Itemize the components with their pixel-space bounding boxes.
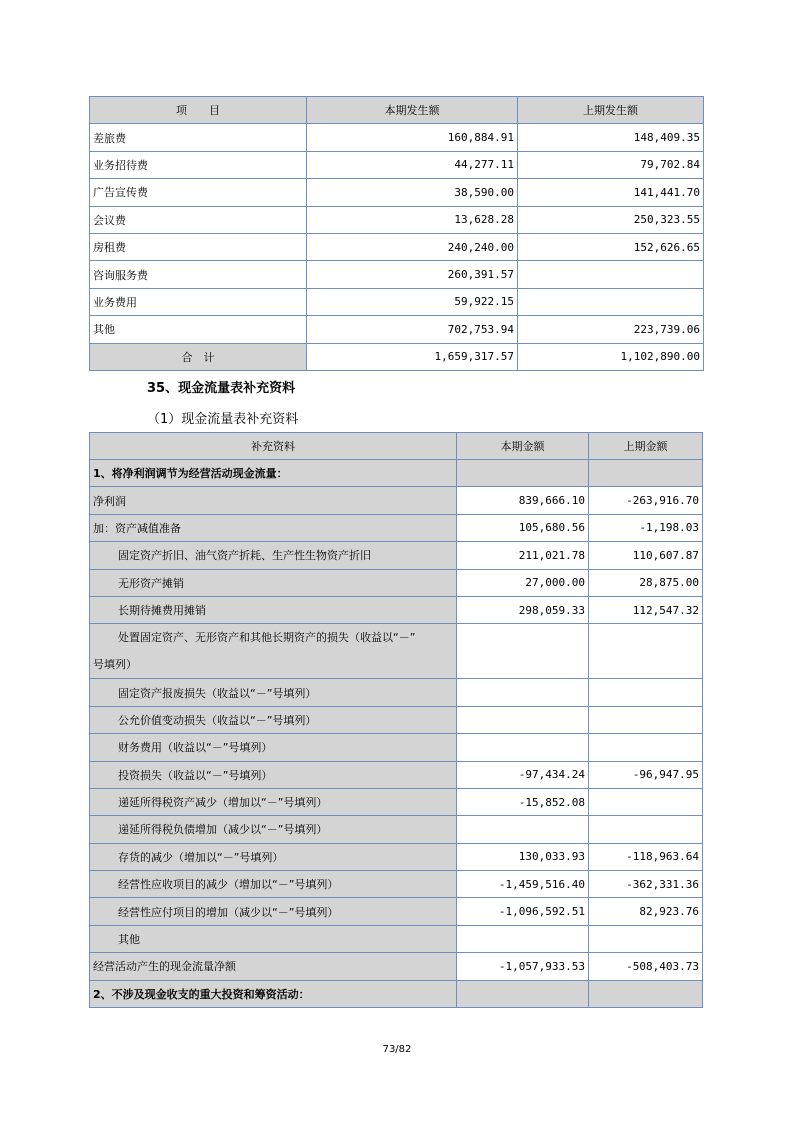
table-row	[90, 624, 703, 679]
item-cell: 其他	[90, 925, 457, 952]
prior-amount-cell: -362,331.36	[589, 871, 703, 898]
prior-amount-cell	[589, 706, 703, 733]
table-row	[90, 816, 703, 843]
section-title: 35、现金流量表补充资料	[147, 381, 296, 396]
item-cell: 加：资产减值准备	[90, 514, 457, 541]
table-row	[90, 925, 703, 952]
prior-amount-cell: 250,323.55	[518, 206, 704, 233]
table-row	[90, 151, 704, 178]
prior-amount-cell: 152,626.65	[518, 233, 704, 260]
item-cell: 固定资产折旧、油气资产折耗、生产性生物资产折旧	[90, 542, 457, 569]
table-row	[90, 898, 703, 925]
current-amount-cell: -1,057,933.53	[457, 953, 589, 980]
table-row	[90, 206, 704, 233]
current-amount-cell: -97,434.24	[457, 761, 589, 788]
expense-table	[89, 96, 704, 371]
item-cell: 其他	[90, 316, 307, 343]
item-cell: 会议费	[90, 206, 307, 233]
current-amount-cell	[457, 624, 589, 679]
current-amount-cell: 59,922.15	[307, 288, 518, 315]
table-row	[90, 788, 703, 815]
table-row	[90, 679, 703, 706]
current-amount-cell: -1,459,516.40	[457, 871, 589, 898]
current-amount-cell: 260,391.57	[307, 261, 518, 288]
table-row	[90, 953, 703, 980]
total-label: 合 计	[90, 343, 307, 370]
current-amount-cell	[457, 460, 589, 487]
table-row	[90, 542, 703, 569]
prior-amount-cell	[589, 816, 703, 843]
item-cell: 广告宣传费	[90, 179, 307, 206]
current-amount-cell: 160,884.91	[307, 124, 518, 151]
item-cell: 经营性应收项目的减少（增加以“－”号填列）	[90, 871, 457, 898]
prior-amount-cell: 28,875.00	[589, 569, 703, 596]
table-row	[90, 124, 704, 151]
total-prior-cell: 1,102,890.00	[518, 343, 704, 370]
section-subtitle: （1）现金流量表补充资料	[147, 412, 299, 427]
current-amount-cell: 211,021.78	[457, 542, 589, 569]
current-amount-cell: 44,277.11	[307, 151, 518, 178]
item-text-line: 处置固定资产、无形资产和其他长期资产的损失（收益以“－”	[118, 631, 416, 645]
item-cell: 房租费	[90, 233, 307, 260]
table-row	[90, 179, 704, 206]
item-cell: 咨询服务费	[90, 261, 307, 288]
prior-amount-cell	[589, 734, 703, 761]
table-row	[90, 706, 703, 733]
prior-amount-cell: -118,963.64	[589, 843, 703, 870]
prior-amount-cell	[589, 925, 703, 952]
item-cell: 2、不涉及现金收支的重大投资和筹资活动：	[90, 980, 457, 1007]
table-header-row	[90, 97, 704, 124]
page-number: 73/82	[382, 1044, 412, 1055]
table-row	[90, 843, 703, 870]
item-cell: 经营活动产生的现金流量净额	[90, 953, 457, 980]
item-cell: 1、将净利润调节为经营活动现金流量：	[90, 460, 457, 487]
column-header: 本期金额	[457, 433, 589, 460]
current-amount-cell	[457, 925, 589, 952]
prior-amount-cell: 148,409.35	[518, 124, 704, 151]
prior-amount-cell	[589, 460, 703, 487]
current-amount-cell	[457, 980, 589, 1007]
prior-amount-cell: 82,923.76	[589, 898, 703, 925]
current-amount-cell	[457, 816, 589, 843]
total-current-cell: 1,659,317.57	[307, 343, 518, 370]
prior-amount-cell: 110,607.87	[589, 542, 703, 569]
column-header: 上期发生额	[518, 97, 704, 124]
total-row	[90, 343, 704, 370]
item-text-line: 号填列）	[93, 658, 137, 672]
current-amount-cell: 298,059.33	[457, 596, 589, 623]
item-cell: 业务招待费	[90, 151, 307, 178]
table-row	[90, 487, 703, 514]
item-cell: 递延所得税资产减少（增加以“－”号填列）	[90, 788, 457, 815]
prior-amount-cell: 223,739.06	[518, 316, 704, 343]
current-amount-cell: 839,666.10	[457, 487, 589, 514]
item-cell: 投资损失（收益以“－”号填列）	[90, 761, 457, 788]
item-cell: 固定资产报废损失（收益以“－”号填列）	[90, 679, 457, 706]
table-row	[90, 734, 703, 761]
item-cell: 经营性应付项目的增加（减少以“－”号填列）	[90, 898, 457, 925]
cashflow-table	[89, 432, 703, 1008]
table-row	[90, 316, 704, 343]
table-row	[90, 871, 703, 898]
current-amount-cell: -15,852.08	[457, 788, 589, 815]
prior-amount-cell	[589, 624, 703, 679]
table-row	[90, 288, 704, 315]
item-cell: 业务费用	[90, 288, 307, 315]
column-header: 上期金额	[589, 433, 703, 460]
prior-amount-cell: -508,403.73	[589, 953, 703, 980]
item-cell	[90, 624, 457, 679]
item-cell: 净利润	[90, 487, 457, 514]
table-row	[90, 596, 703, 623]
table-row	[90, 761, 703, 788]
current-amount-cell: 105,680.56	[457, 514, 589, 541]
table-row	[90, 514, 703, 541]
prior-amount-cell	[589, 679, 703, 706]
table-row	[90, 233, 704, 260]
current-amount-cell	[457, 734, 589, 761]
prior-amount-cell: 79,702.84	[518, 151, 704, 178]
column-header: 补充资料	[90, 433, 457, 460]
item-cell: 长期待摊费用摊销	[90, 596, 457, 623]
current-amount-cell: 13,628.28	[307, 206, 518, 233]
column-header: 项 目	[90, 97, 307, 124]
table-row	[90, 980, 703, 1007]
current-amount-cell	[457, 706, 589, 733]
current-amount-cell	[457, 679, 589, 706]
prior-amount-cell: -263,916.70	[589, 487, 703, 514]
current-amount-cell: 240,240.00	[307, 233, 518, 260]
table-header-row	[90, 433, 703, 460]
prior-amount-cell: 141,441.70	[518, 179, 704, 206]
current-amount-cell: 27,000.00	[457, 569, 589, 596]
item-cell: 财务费用（收益以“－”号填列）	[90, 734, 457, 761]
prior-amount-cell: 112,547.32	[589, 596, 703, 623]
item-cell: 无形资产摊销	[90, 569, 457, 596]
current-amount-cell: 130,033.93	[457, 843, 589, 870]
prior-amount-cell: -96,947.95	[589, 761, 703, 788]
item-cell: 公允价值变动损失（收益以“－”号填列）	[90, 706, 457, 733]
item-cell: 存货的减少（增加以“－”号填列）	[90, 843, 457, 870]
prior-amount-cell	[589, 980, 703, 1007]
item-cell: 差旅费	[90, 124, 307, 151]
table-row	[90, 460, 703, 487]
table-row	[90, 261, 704, 288]
current-amount-cell: 38,590.00	[307, 179, 518, 206]
current-amount-cell: 702,753.94	[307, 316, 518, 343]
current-amount-cell: -1,096,592.51	[457, 898, 589, 925]
prior-amount-cell	[589, 788, 703, 815]
prior-amount-cell	[518, 261, 704, 288]
item-cell: 递延所得税负债增加（减少以“－”号填列）	[90, 816, 457, 843]
prior-amount-cell: -1,198.03	[589, 514, 703, 541]
column-header: 本期发生额	[307, 97, 518, 124]
prior-amount-cell	[518, 288, 704, 315]
table-row	[90, 569, 703, 596]
